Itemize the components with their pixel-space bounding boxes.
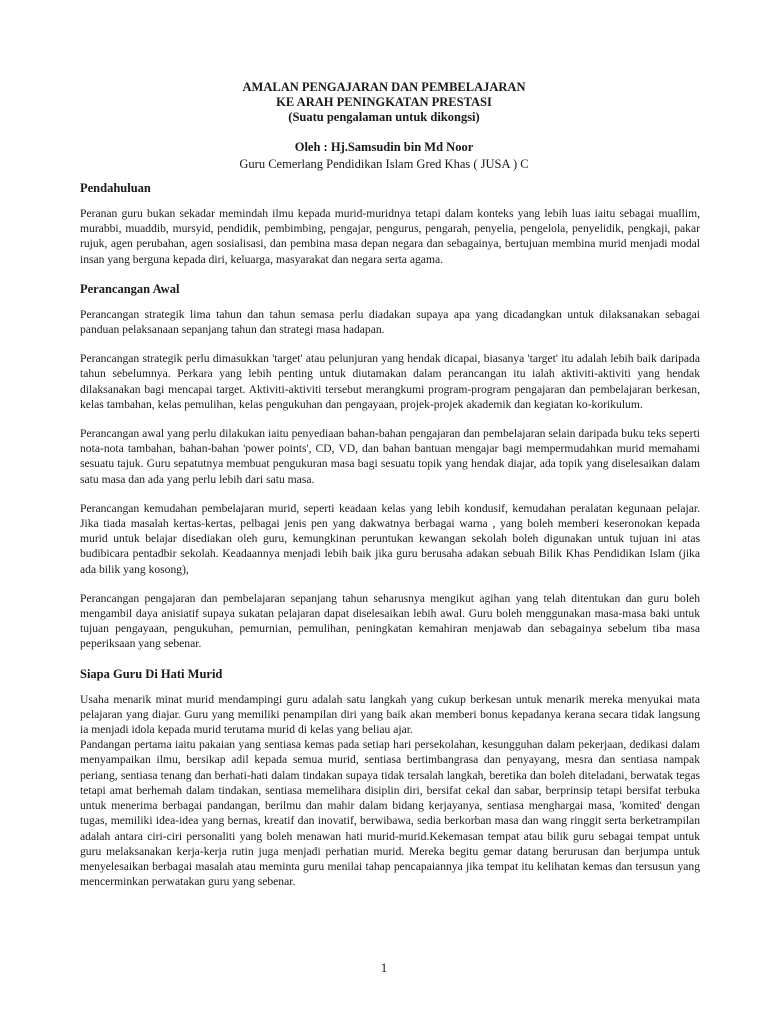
title-line-1: AMALAN PENGAJARAN DAN PEMBELAJARAN xyxy=(242,80,526,94)
title-line-2: KE ARAH PENINGKATAN PRESTASI xyxy=(276,95,492,109)
title-subtitle: (Suatu pengalaman untuk dikongsi) xyxy=(288,110,480,124)
paragraph: Perancangan strategik lima tahun dan tahun semasa perlu diadakan supaya apa yang dicadangkan untuk dilaksanakan sebagai panduan pelaksanaan sepanjang tahun dan strategi masa hadapan. xyxy=(80,307,700,337)
paragraph: Perancangan strategik perlu dimasukkan 'target' atau pelunjuran yang hendak dicapai, biasanya 'target' itu adalah lebih baik daripada tahun sebelumnya. Perkara yang lebih penting untuk diutamakan dalam perancangan itu ialah aktiviti-aktiviti yang hendak dilaksanakan bagi mencapai target. Aktiviti-aktiviti tersebut merangkumi program-program pengajaran dan pembelajaran berkesan, kelas tambahan, kelas pemulihan, kelas pengukuhan dan pengayaan, projek-projek akademik dan kegiatan ko-korikulum. xyxy=(80,352,700,411)
paragraph: Pandangan pertama iaitu pakaian yang sentiasa kemas pada setiap hari persekolahan, kesungguhan dalam pekerjaan, dedikasi dalam menyampaikan ilmu, bersikap adil kepada semua murid, sentiasa bertimbangrasa dan penyayang, mesra dan sentiasa nampak periang, sentiasa tenang dan berhati-hati dalam tindakan supaya tidak tersalah langkah, beretika dan boleh diteladani, berwatak tegas tetapi amat berhemah dalam tindakan, sentiasa memelihara disiplin diri, bersifat cekal dan sabar, berprinsip tetapi bersifat terbuka untuk menerima berbagai pandangan, berilmu dan mahir dalam bidang kerjayanya, sentiasa menghargai masa, 'komited' dengan tugas, memiliki idea-idea yang bernas, kreatif dan inovatif, berwibawa, sedia berkorban masa dan wang ringgit serta berketrampilan adalah antara ciri-ciri personaliti yang boleh menawan hati murid-murid.Kekemasan tempat atau bilik guru sebagai tempat untuk guru melaksanakan kerja-kerja rutin juga menjadi perhatian murid. Mereka begitu gemar datang berurusan dan berjumpa untuk menyelesaikan berbagai masalah atau meminta guru menilai tahap pencapaiannya jika tempat itu kelihatan kemas dan tersusun yang mencerminkan perwatakan guru yang sebenar. xyxy=(80,738,700,889)
section-heading-perancangan-awal: Perancangan Awal xyxy=(80,281,180,296)
page-number: 1 xyxy=(380,960,388,975)
section-heading-pendahuluan: Pendahuluan xyxy=(80,181,151,195)
author-name: Oleh : Hj.Samsudin bin Md Noor xyxy=(294,140,474,154)
paragraph: Perancangan pengajaran dan pembelajaran sepanjang tahun seharusnya mengikut agihan yang telah ditentukan dan guru boleh mengambil daya anisiatif supaya sukatan pelajaran dapat diselesaikan lebih awal. Guru boleh menggunakan masa-masa baki untuk tujuan pengayaan, pengukuhan, pemurnian, pemulihan, peningkatan kemahiran menjawab dan sebagainya sebelum tiba masa peperiksaan yang sebenar. xyxy=(80,591,700,651)
author-block xyxy=(0,139,768,173)
document-body xyxy=(80,180,700,903)
paragraph: Usaha menarik minat murid mendampingi guru adalah satu langkah yang cukup berkesan untuk menarik mereka menyukai mata pelajaran yang diajar. Guru yang memiliki penampilan diri yang baik akan memberi bonus kepadanya kerana secara tidak langsung ia menjadi idola kepada murid terutama murid di kelas yang beliau ajar. xyxy=(80,692,700,737)
paragraph: Perancangan awal yang perlu dilakukan iaitu penyediaan bahan-bahan pengajaran dan pembelajaran selain daripada buku teks seperti nota-nota tambahan, bahan-bahan 'power points', CD, VD, dan bahan bantuan mengajar bagi mempermudahkan murid memahami sesuatu tajuk. Guru sepatutnya membuat pengukuran masa bagi sesuatu topik yang hendak diajar, ada topik yang diselesaikan dalam satu masa dan ada yang perlu lebih dari satu masa. xyxy=(80,427,700,486)
paragraph: Peranan guru bukan sekadar memindah ilmu kepada murid-muridnya tetapi dalam konteks yang lebih luas iaitu sebagai muallim, murabbi, muaddib, mursyid, pendidik, pembimbing, pengajar, pengurus, pengarah, penyelia, pengelola, penyelidik, pengkaji, pakar rujuk, agen perubahan, agen sosialisasi, dan pembina masa depan negara dan sebagainya, bertujuan membina murid menjadi modal insan yang berguna kepada diri, keluarga, masyarakat dan negara serta agama. xyxy=(80,207,700,266)
section-heading-siapa-guru: Siapa Guru Di Hati Murid xyxy=(80,666,223,681)
document-title xyxy=(0,80,768,125)
author-position: Guru Cemerlang Pendidikan Islam Gred Khas ( JUSA ) C xyxy=(239,157,529,171)
paragraph: Perancangan kemudahan pembelajaran murid, seperti keadaan kelas yang lebih kondusif, kemudahan peralatan kegunaan pelajar. Jika tiada masalah kertas-kertas, pelbagai jenis pen yang dakwatnya berbagai warna , yang boleh memberi keseronokan kepada murid untuk belajar disediakan oleh guru, kemungkinan peruntukan kewangan sekolah boleh digunakan untuk tujuan ini atas budibicara pentadbir sekolah. Keadaannya menjadi lebih baik jika guru berusaha adakan sebuah Bilik Khas Pendidikan Islam (jika ada bilik yang kosong), xyxy=(80,501,700,576)
